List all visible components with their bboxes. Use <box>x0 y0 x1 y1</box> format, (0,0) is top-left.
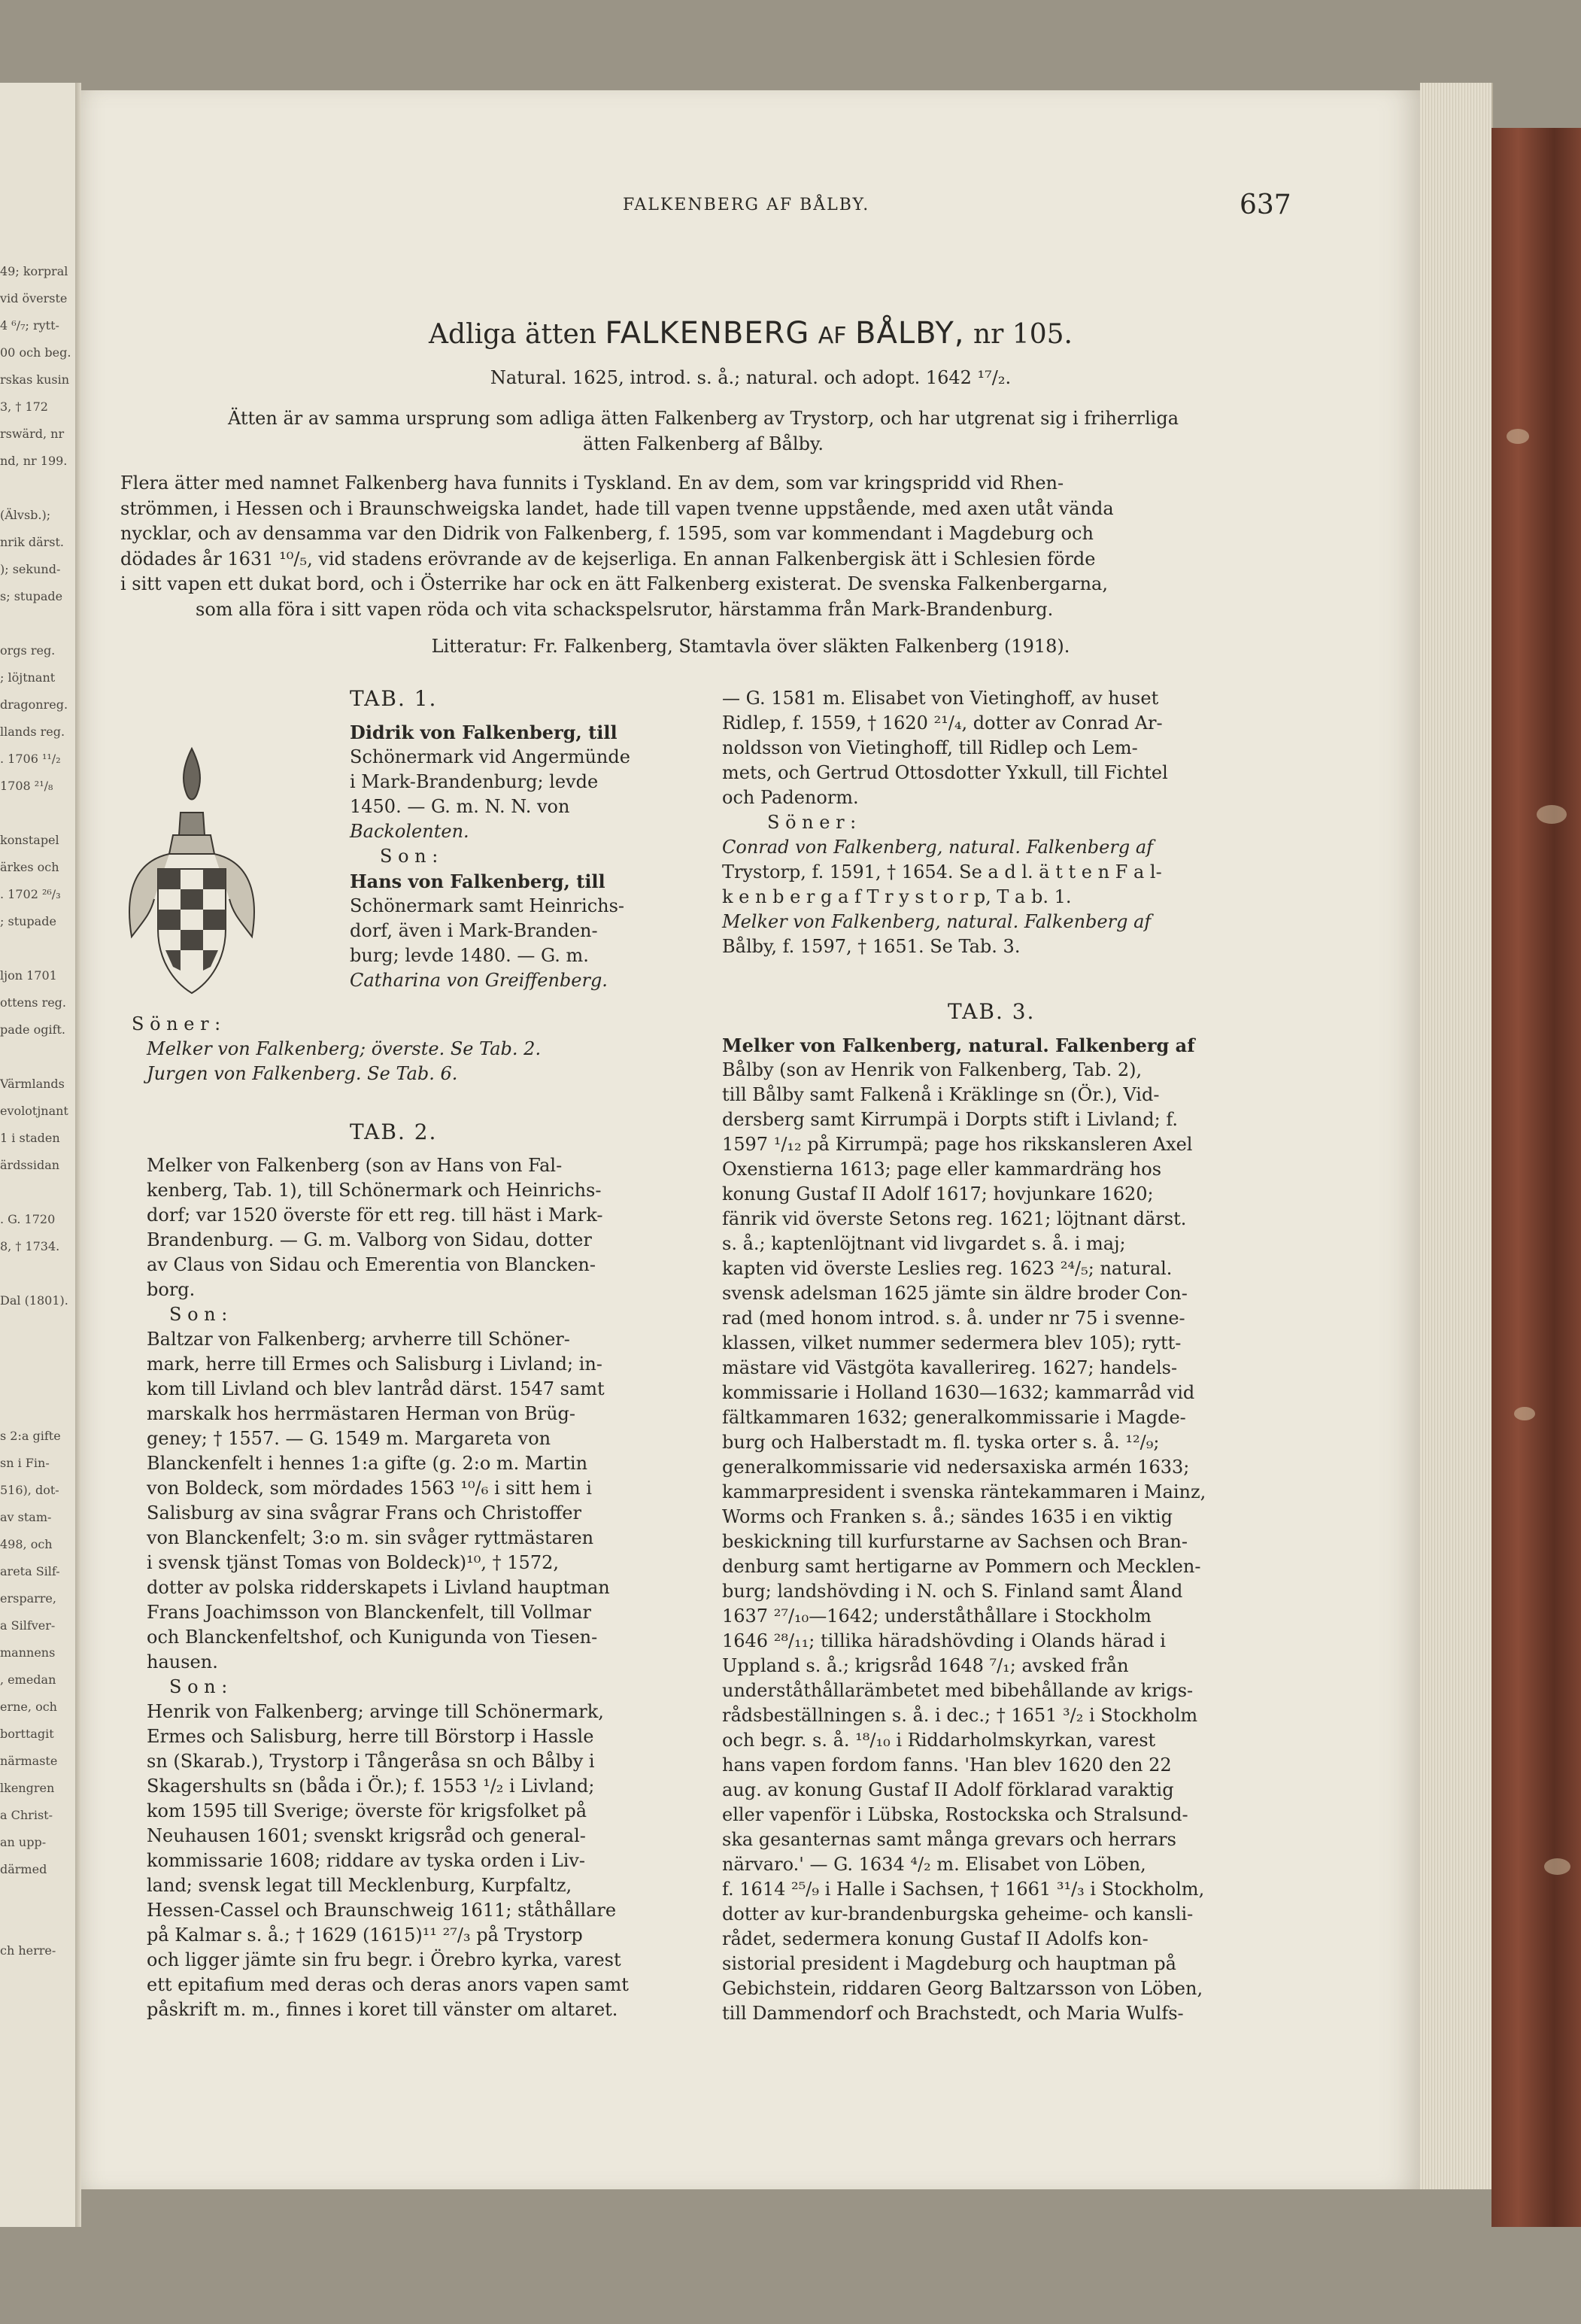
tab2-line: på Kalmar s. å.; † 1629 (1615)¹¹ ²⁷/₃ på Trystorp <box>147 1925 583 1946</box>
tab1-line: S o n : <box>380 846 438 867</box>
tab3-line: 1646 ²⁸/₁₁; tillika häradshövding i Olands härad i <box>722 1630 1166 1651</box>
left-page-fragment: 1 i staden <box>0 1131 60 1145</box>
heading-af: AF <box>818 323 847 349</box>
tab3-line: eller vapenför i Lübska, Rostockska och Stralsund- <box>722 1804 1188 1825</box>
left-page-fragment: an upp- <box>0 1835 47 1849</box>
tab3-line: dersberg samt Kirrumpä i Dorpts stift i Livland; f. <box>722 1109 1178 1130</box>
left-page-fragment: 49; korpral <box>0 264 68 278</box>
right-top-line: Conrad von Falkenberg, natural. Falkenberg af <box>722 837 1154 858</box>
left-page-fragment: ch herre- <box>0 1943 56 1958</box>
left-page-fragment: mannens <box>0 1645 56 1660</box>
tab1-line: Schönermark vid Angermünde <box>350 746 630 767</box>
subheading: Natural. 1625, introd. s. å.; natural. och adopt. 1642 ¹⁷/₂. <box>490 367 1012 388</box>
tab1-title: TAB. 1. <box>350 686 438 711</box>
left-page-fragment: vid överste <box>0 291 68 305</box>
tab3-line: Worms och Franken s. å.; sändes 1635 i en viktig <box>722 1506 1173 1527</box>
book-cover <box>1491 128 1581 2227</box>
left-page-fragment: 516), dot- <box>0 1483 59 1497</box>
tab3-line: generalkommissarie vid nedersaxiska armén 1633; <box>722 1457 1190 1478</box>
tab3-line: Uppland s. å.; krigsråd 1648 ⁷/₁; avsked från <box>722 1655 1129 1676</box>
tab1-line: burg; levde 1480. — G. m. <box>350 945 589 966</box>
tab2-line: påskrift m. m., finnes i koret till vänster om altaret. <box>147 1999 618 2020</box>
tab3-line: kommissarie i Holland 1630—1632; kammarråd vid <box>722 1382 1195 1403</box>
right-top-line: Trystorp, f. 1591, † 1654. Se a d l. ä t t e n F a l- <box>722 861 1162 883</box>
left-page-fragment: rskas kusin <box>0 372 70 387</box>
right-top-line: Melker von Falkenberg, natural. Falkenberg af <box>722 911 1152 932</box>
tab1-line: Catharina von Greiffenberg. <box>350 970 608 991</box>
tab3-line: burg; landshövding i N. och S. Finland samt Åland <box>722 1581 1183 1602</box>
tab2-line: sn (Skarab.), Trystorp i Tångeråsa sn och Bålby i <box>147 1751 595 1772</box>
left-page-fragment: lkengren <box>0 1781 55 1795</box>
tab3-line: fänrik vid överste Setons reg. 1621; löjtnant därst. <box>722 1208 1187 1229</box>
tab3-line: till Bålby samt Falkenå i Kräklinge sn (Ör.), Vid- <box>722 1084 1160 1105</box>
left-page-fragment: ); sekund- <box>0 562 61 576</box>
tab2-line: kom till Livland och blev lantråd därst. 1547 samt <box>147 1378 605 1399</box>
left-page-fragment: Värmlands <box>0 1077 65 1091</box>
tab3-line: f. 1614 ²⁵/₉ i Halle i Sachsen, † 1661 ³¹/₃ i Stockholm, <box>722 1879 1205 1900</box>
tab2-line: och Blanckenfeltshof, och Kunigunda von Tiesen- <box>147 1627 598 1648</box>
book-gutter <box>75 83 81 2227</box>
left-page-fragment: evolotjnant <box>0 1104 68 1118</box>
left-page-fragment: 8, † 1734. <box>0 1239 60 1253</box>
left-page-fragment: ärdssidan <box>0 1158 60 1172</box>
tab2-line: Baltzar von Falkenberg; arvherre till Schöner- <box>147 1329 570 1350</box>
left-page-fragment: konstapel <box>0 833 59 847</box>
page-number: 637 <box>1240 190 1291 220</box>
tab1-sons-block <box>132 1012 688 1086</box>
tab3-line: aug. av konung Gustaf II Adolf förklarad varaktig <box>722 1779 1174 1800</box>
left-page-fragment: orgs reg. <box>0 643 56 658</box>
tab3-line: rad (med honom introd. s. å. under nr 75 i svenne- <box>722 1308 1185 1329</box>
tab2-line: Salisburg av sina svågrar Frans och Christoffer <box>147 1502 581 1524</box>
tab1-line: Didrik von Falkenberg, till <box>350 722 618 743</box>
tab2-line: S o n : <box>169 1304 228 1325</box>
left-page-fragment: 3, † 172 <box>0 399 48 414</box>
tab3-title: TAB. 3. <box>948 999 1036 1024</box>
left-page-fragment: s 2:a gifte <box>0 1429 61 1443</box>
tab1-son-line: Melker von Falkenberg; överste. Se Tab. 2. <box>147 1038 542 1059</box>
tab3-line: svensk adelsman 1625 jämte sin äldre broder Con- <box>722 1283 1188 1304</box>
right-top-line: Ridlep, f. 1559, † 1620 ²¹/₄, dotter av Conrad Ar- <box>722 712 1163 734</box>
tab3-line: Bålby (son av Henrik von Falkenberg, Tab. 2), <box>722 1059 1143 1080</box>
tab1-soner-label: S ö n e r : <box>132 1013 221 1034</box>
left-page-fragment: rswärd, nr <box>0 427 65 441</box>
tab2-line: von Blanckenfelt; 3:o m. sin svåger ryttmästaren <box>147 1527 594 1548</box>
tab3-line: Oxenstierna 1613; page eller kammardräng hos <box>722 1159 1162 1180</box>
tab2-line: dorf; var 1520 överste för ett reg. till häst i Mark- <box>147 1205 603 1226</box>
tab3-line: s. å.; kaptenlöjtnant vid livgardet s. å. i maj; <box>722 1233 1126 1254</box>
tab1-line: Schönermark samt Heinrichs- <box>350 895 625 916</box>
history-line: dödades år 1631 ¹⁰/₅, vid stadens erövrande av de kejserliga. En annan Falkenbergisk ätt i Schlesien förde <box>120 548 1096 570</box>
right-top-line: k e n b e r g a f T r y s t o r p, T a b. 1. <box>722 886 1072 907</box>
tab3-block <box>722 999 1271 2026</box>
tab3-line: ska gesanternas samt många grevars och herrars <box>722 1829 1176 1850</box>
tab3-line: denburg samt hertigarne av Pommern och Mecklen- <box>722 1556 1201 1577</box>
left-page-fragment: 1708 ²¹/₈ <box>0 779 53 793</box>
tab2-line: von Boldeck, som mördades 1563 ¹⁰/₆ i sitt hem i <box>147 1478 592 1499</box>
tab3-line: närvaro.' — G. 1634 ⁴/₂ m. Elisabet von Löben, <box>722 1854 1146 1875</box>
tab3-line: 1637 ²⁷/₁₀—1642; underståthållare i Stockholm <box>722 1606 1152 1627</box>
tab3-line: och begr. s. å. ¹⁸/₁₀ i Riddarholmskyrkan, varest <box>722 1730 1156 1751</box>
left-page-fragment: 00 och beg. <box>0 345 71 360</box>
left-page-fragment: Dal (1801). <box>0 1293 68 1308</box>
tab2-line: kom 1595 till Sverige; överste för krigsfolket på <box>147 1800 587 1821</box>
left-page-fragment: ärkes och <box>0 860 59 874</box>
tab2-line: kommissarie 1608; riddare av tyska orden i Liv- <box>147 1850 586 1871</box>
left-page-fragment: ottens reg. <box>0 995 67 1010</box>
left-page-fragment: areta Silf- <box>0 1564 60 1578</box>
left-page-fragment: a Silfver- <box>0 1618 56 1633</box>
left-page-fragment: s; stupade <box>0 589 63 603</box>
tab3-line: rådet, sedermera konung Gustaf II Adolfs kon- <box>722 1928 1149 1949</box>
tab3-line: kapten vid överste Leslies reg. 1623 ²⁴/₅; natural. <box>722 1258 1173 1279</box>
tab2-line: Henrik von Falkenberg; arvinge till Schönermark, <box>147 1701 604 1722</box>
tab2-line: och ligger jämte sin fru begr. i Örebro kyrka, varest <box>147 1949 621 1970</box>
left-page-fragment: (Älvsb.); <box>0 508 51 522</box>
tab2-line: marskalk hos herrmästaren Herman von Brüg- <box>147 1403 575 1424</box>
tab2-line: kenberg, Tab. 1), till Schönermark och Heinrichs- <box>147 1180 602 1201</box>
left-page-fragment: närmaste <box>0 1754 58 1768</box>
heading-place: BÅLBY, <box>855 316 965 351</box>
right-top-line: mets, och Gertrud Ottosdotter Yxkull, till Fichtel <box>722 762 1168 783</box>
coat-of-arms-image <box>120 741 263 1012</box>
right-top-line: Bålby, f. 1597, † 1651. Se Tab. 3. <box>722 936 1021 957</box>
tab3-line: konung Gustaf II Adolf 1617; hovjunkare 1620; <box>722 1183 1154 1205</box>
tab1-line: Backolenten. <box>350 821 469 842</box>
tab2-line: Neuhausen 1601; svenskt krigsråd och general- <box>147 1825 586 1846</box>
intro-paragraph <box>120 406 1286 457</box>
right-top-line: och Padenorm. <box>722 787 859 808</box>
left-page-fragment: . 1706 ¹¹/₂ <box>0 752 61 766</box>
tab2-line: Blanckenfelt i hennes 1:a gifte (g. 2:o m. Martin <box>147 1453 588 1474</box>
left-page-fragment: . G. 1720 <box>0 1212 56 1226</box>
history-line: Flera ätter med namnet Falkenberg hava funnits i Tyskland. En av dem, som var kringspridd vid Rhen- <box>120 472 1064 494</box>
tab1-line: Hans von Falkenberg, till <box>350 870 605 892</box>
left-page-fragment: ersparre, <box>0 1591 56 1606</box>
tab2-line: Brandenburg. — G. m. Valborg von Sidau, dotter <box>147 1229 592 1250</box>
tab3-line: 1597 ¹/₁₂ på Kirrumpä; page hos rikskansleren Axel <box>722 1134 1193 1155</box>
tab2-block <box>147 1119 688 2022</box>
tab3-line: dotter av kur-brandenburgska geheime- och kansli- <box>722 1903 1194 1925</box>
right-top-line: — G. 1581 m. Elisabet von Vietinghoff, av huset <box>722 688 1159 709</box>
tab2-line: geney; † 1557. — G. 1549 m. Margareta von <box>147 1428 551 1449</box>
left-page-fragment: ljon 1701 <box>0 968 57 983</box>
heading-number: nr 105. <box>973 319 1073 350</box>
tab2-line: av Claus von Sidau och Emerentia von Blancken- <box>147 1254 596 1275</box>
tab3-line: burg och Halberstadt m. fl. tyska orter s. å. ¹²/₉; <box>722 1432 1160 1453</box>
left-page-fragment: ; stupade <box>0 914 56 928</box>
left-page-fragment: . 1702 ²⁶/₃ <box>0 887 61 901</box>
left-page-fragment: llands reg. <box>0 725 65 739</box>
tab3-line: mästare vid Västgöta kavallerireg. 1627; handels- <box>722 1357 1178 1378</box>
tab3-line: hans vapen fordom fanns. 'Han blev 1620 den 22 <box>722 1754 1172 1776</box>
left-page-margin <box>0 83 77 2227</box>
tab3-line: rådsbeställningen s. å. i dec.; † 1651 ³/₂ i Stockholm <box>722 1705 1198 1726</box>
tab1-block <box>350 686 688 993</box>
left-page-fragment: erne, och <box>0 1700 57 1714</box>
intro-line: Ätten är av samma ursprung som adliga ätten Falkenberg av Trystorp, och har utgrenat sig i friherrliga <box>227 408 1179 429</box>
left-page-fragment: , emedan <box>0 1672 56 1687</box>
tab3-line: kammarpresident i svenska räntekammaren i Mainz, <box>722 1481 1206 1502</box>
heading-prefix: Adliga ätten <box>429 319 596 350</box>
tab3-line: Melker von Falkenberg, natural. Falkenberg af <box>722 1034 1195 1056</box>
left-page-fragment: nrik därst. <box>0 535 65 549</box>
left-page-fragment: nd, nr 199. <box>0 454 68 468</box>
running-head-title: FALKENBERG AF BÅLBY. <box>623 196 870 214</box>
left-page-fragment: dragonreg. <box>0 697 68 712</box>
tab3-line: fältkammaren 1632; generalkommissarie i Magde- <box>722 1407 1186 1428</box>
tab2-line: land; svensk legat till Mecklenburg, Kurpfaltz, <box>147 1875 572 1896</box>
tab1-line: i Mark-Brandenburg; levde <box>350 771 599 792</box>
left-page-fragment: a Christ- <box>0 1808 53 1822</box>
tab1-line: 1450. — G. m. N. N. von <box>350 796 570 817</box>
left-page-fragment: pade ogift. <box>0 1022 66 1037</box>
tab2-line: Ermes och Salisburg, herre till Börstorp i Hassle <box>147 1726 594 1747</box>
tab3-line: underståthållarämbetet med bibehållande av krigs- <box>722 1680 1194 1701</box>
left-page-fragment: av stam- <box>0 1510 52 1524</box>
left-page-fragment: ; löjtnant <box>0 670 56 685</box>
tab2-line: Hessen-Cassel och Braunschweig 1611; ståthållare <box>147 1900 617 1921</box>
tab3-line: sistorial president i Magdeburg och hauptman på <box>722 1953 1176 1974</box>
tab2-line: Frans Joachimsson von Blanckenfelt, till Vollmar <box>147 1602 591 1623</box>
tab2-line: hausen. <box>147 1651 218 1672</box>
tab2-line: ett epitafium med deras och deras anors vapen samt <box>147 1974 629 1995</box>
intro-line: ätten Falkenberg af Bålby. <box>583 433 824 454</box>
history-line: nycklar, och av densamma var den Didrik von Falkenberg, f. 1595, som var kommendant i Magdeburg och <box>120 523 1094 544</box>
history-line: i sitt vapen ett dukat bord, och i Österrike har ock en ätt Falkenberg existerat. De svenska Falkenbergarna, <box>120 573 1108 594</box>
left-page-fragment: borttagit <box>0 1727 54 1741</box>
tab2-line: Melker von Falkenberg (son av Hans von Fal- <box>147 1155 563 1176</box>
history-paragraph <box>120 471 1114 622</box>
literature-line: Litteratur: Fr. Falkenberg, Stamtavla över släkten Falkenberg (1918). <box>431 636 1070 657</box>
tab2-line: i svensk tjänst Tomas von Boldeck)¹⁰, † 1572, <box>147 1552 559 1573</box>
tab2-line: mark, herre till Ermes och Salisburg i Livland; in- <box>147 1353 602 1375</box>
right-top-line: S ö n e r : <box>767 812 857 833</box>
left-page-fragment: 4 ⁶/₇; rytt- <box>0 318 59 333</box>
left-page-fragment: 498, och <box>0 1537 53 1551</box>
tab3-line: till Dammendorf och Brachstedt, och Maria Wulfs- <box>722 2003 1184 2024</box>
tab3-line: beskickning till kurfurstarne av Sachsen och Bran- <box>722 1531 1188 1552</box>
tab2-line: Skagershults sn (båda i Ör.); f. 1553 ¹/₂ i Livland; <box>147 1776 595 1797</box>
history-line: strömmen, i Hessen och i Braunschweigska landet, hade till vapen tvenne uppstående, med axen utåt vända <box>120 497 1114 519</box>
right-top-line: noldsson von Vietinghoff, till Ridlep och Lem- <box>722 737 1138 758</box>
page-edges <box>1420 83 1493 2189</box>
left-page-fragment: sn i Fin- <box>0 1456 50 1470</box>
tab3-line: Gebichstein, riddaren Georg Baltzarsson von Löben, <box>722 1978 1203 1999</box>
tab3-line: klassen, vilket nummer sedermera blev 105); rytt- <box>722 1332 1182 1353</box>
right-top-block <box>722 686 1271 959</box>
tab1-son-line: Jurgen von Falkenberg. Se Tab. 6. <box>147 1063 458 1084</box>
left-page-fragment: därmed <box>0 1862 47 1876</box>
tab2-line: S o n : <box>169 1676 228 1697</box>
running-head <box>81 190 1420 226</box>
heading-name: FALKENBERG <box>605 316 810 351</box>
family-heading <box>81 316 1420 351</box>
history-line: som alla föra i sitt vapen röda och vita schackspelsrutor, härstamma från Mark-Brandenburg. <box>196 598 1054 620</box>
tab1-line: dorf, även i Mark-Branden- <box>350 920 598 941</box>
tab2-line: borg. <box>147 1279 196 1300</box>
tab2-line: dotter av polska ridderskapets i Livland hauptman <box>147 1577 610 1598</box>
tab2-title: TAB. 2. <box>350 1119 438 1144</box>
